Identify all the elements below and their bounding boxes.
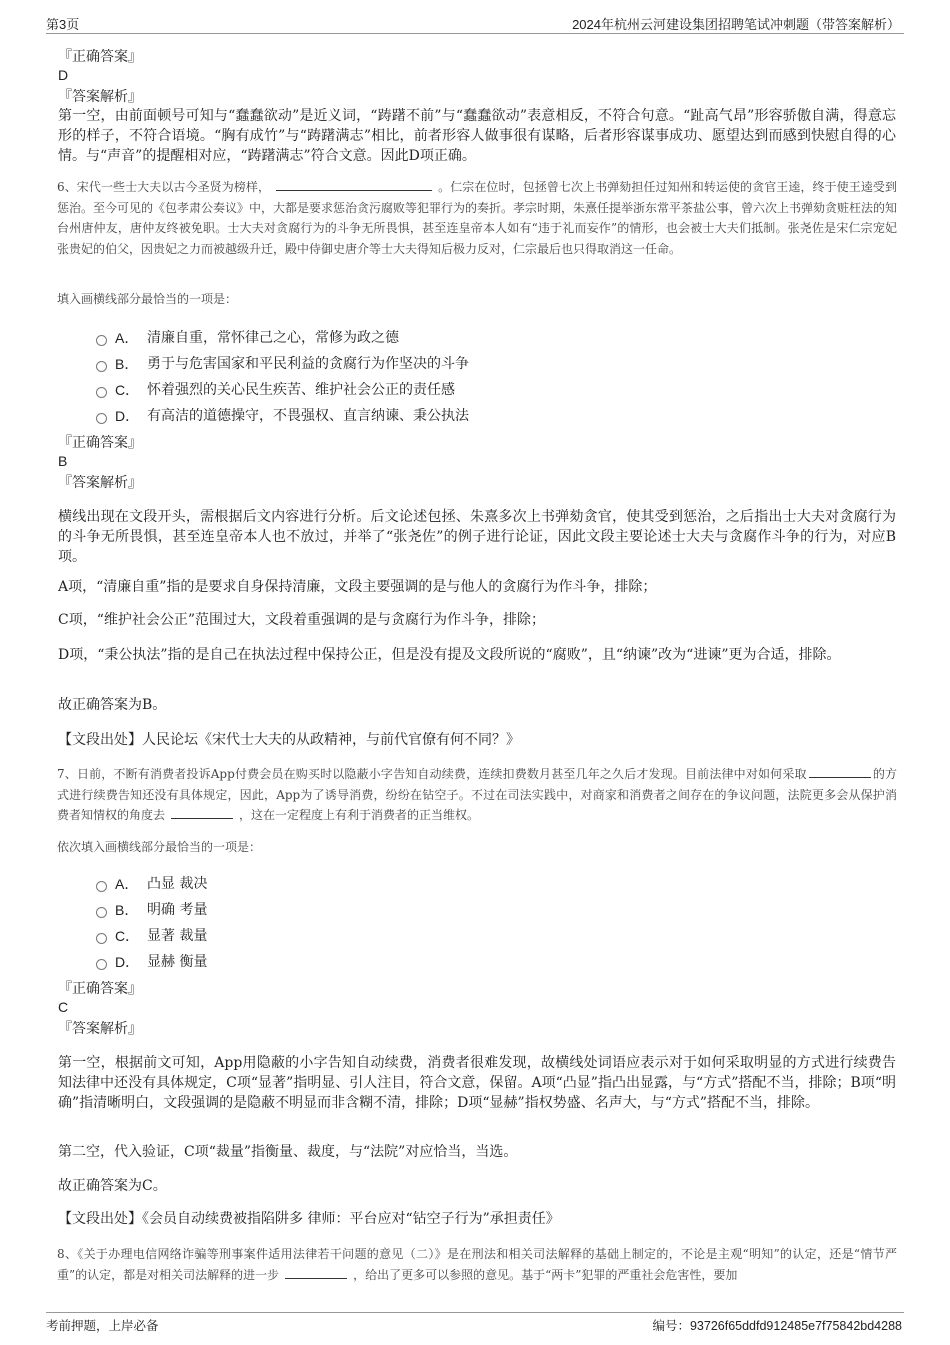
option-letter: C． [115,928,140,944]
q6-answer-tag: 『正确答案』 [58,435,142,451]
q7-option-d[interactable] [96,949,876,975]
q6-source: 【文段出处】人民论坛《宋代士大夫的从政精神，与前代官僚有何不同？》 [58,732,520,748]
footer-slogan: 考前押题，上岸必备 [46,1319,159,1333]
q7-stem-part2: 的方式进行续费告知还没有具体规定，因此，App为了诱导消费，纷纷在钻空子。不过在司法实践中，对商家和消费者之间存在的争议问题，法院更多会从保护消费者知情权的角度去 [57,767,897,822]
q7-answer-tag: 『正确答案』 [58,981,142,997]
q8-blank [285,1265,347,1279]
radio-icon[interactable] [96,907,107,918]
q7-stem-part3: ，这在一定程度上有利于消费者的正当维权。 [239,808,480,822]
option-text: 凸显 裁决 [147,876,208,892]
q5-answer: D [58,67,69,83]
q8-stem-part2: ，给出了更多可以参照的意见。基于“两卡”犯罪的严重社会危害性，要加 [353,1267,738,1282]
radio-icon[interactable] [96,959,107,970]
q6-option-b[interactable] [96,351,876,377]
q7-blank-1 [809,764,871,778]
q7-analysis-tag: 『答案解析』 [58,1021,142,1037]
q6-analysis-tag: 『答案解析』 [58,475,142,491]
q6-analysis-p1: 横线出现在文段开头，需根据后文内容进行分析。后文论述包拯、朱熹多次上书弹劾贪官，使其受到惩治，之后指出士大夫对贪腐行为的斗争无所畏惧，甚至连皇帝本人也不放过，并举了“张尧佐”的例子进行论证，因此文段主要论述士大夫与贪腐作斗争的行为，对应B项。 [58,509,896,565]
q7-prompt: 依次填入画横线部分最恰当的一项是： [57,840,262,854]
q5-answer-tag: 『正确答案』 [58,49,142,65]
option-letter: B． [115,356,139,372]
q5-analysis: 第一空，由前面顿号可知与“蠢蠢欲动”是近义词，“踌躇不前”与“蠢蠢欲动”表意相反，不符合句意。“趾高气昂”形容骄傲自满，得意忘形的样子，不符合语境。“胸有成竹”与“踌躇满志”相比，前者形容人做事很有谋略，后者形容谋事成功、愿望达到而感到快慰自得的心情。与“声音”的提醒相对应，“踌躇满志”符合文意。因此D项正确。 [58,108,896,164]
option-text: 显著 裁量 [147,928,208,944]
document-title: 2024年杭州云河建设集团招聘笔试冲刺题（带答案解析） [572,17,900,32]
page-footer [46,1312,904,1334]
page-number: 第3页 [46,17,80,32]
document-code [652,1316,902,1334]
radio-icon[interactable] [96,361,107,372]
q6-option-c[interactable] [96,377,876,403]
code-value: 93726f65ddfd912485e7f75842bd4288 [689,1319,902,1333]
option-letter: A． [115,330,139,346]
option-letter: A． [115,876,139,892]
q8-stem [57,1244,897,1285]
q7-stem [57,764,897,826]
q6-options [96,325,876,429]
q5-analysis-tag: 『答案解析』 [58,89,142,105]
option-letter: C． [115,382,140,398]
page-header [46,14,904,34]
q7-analysis-p3: 故正确答案为C。 [58,1178,167,1194]
q7-option-a[interactable] [96,871,876,897]
q6-prompt: 填入画横线部分最恰当的一项是： [57,292,238,306]
q8-stem-part1: 8、《关于办理电信网络诈骗等刑事案件适用法律若干问题的意见（二）》是在刑法和相关司法解释的基础上制定的，不论是主观“明知”的认定，还是“情节严重”的认定，都是对相关司法解释的进一步 [57,1247,897,1282]
option-text: 明确 考量 [147,902,208,918]
q6-option-a[interactable] [96,325,876,351]
option-text: 清廉自重，常怀律己之心，常修为政之德 [147,330,399,346]
radio-icon[interactable] [96,881,107,892]
q7-option-c[interactable] [96,923,876,949]
q7-options [96,871,876,975]
option-text: 有高洁的道德操守，不畏强权、直言纳谏、秉公执法 [147,408,469,424]
q6-stem-before: 6、宋代一些士大夫以古今圣贤为榜样， [57,180,271,194]
option-letter: B． [115,902,139,918]
option-letter: D． [115,954,140,970]
q7-option-b[interactable] [96,897,876,923]
q6-analysis-p5: 故正确答案为B。 [58,697,167,713]
code-label: 编号： [652,1319,690,1333]
q7-analysis-p2: 第二空，代入验证，C项“裁量”指衡量、裁度，与“法院”对应恰当，当选。 [58,1144,518,1160]
option-text: 怀着强烈的关心民生疾苦、维护社会公正的责任感 [147,382,455,398]
q7-blank-2 [171,805,233,819]
q6-answer: B [58,453,68,469]
q7-answer: C [58,999,69,1015]
q6-analysis-p3: C项，“维护社会公正”范围过大，文段着重强调的是与贪腐行为作斗争，排除； [58,612,546,628]
q7-source: 【文段出处】《会员自动续费被指陷阱多 律师：平台应对“钻空子行为”承担责任》 [58,1211,560,1227]
option-text: 勇于与危害国家和平民利益的贪腐行为作坚决的斗争 [147,356,469,372]
option-letter: D． [115,408,140,424]
radio-icon[interactable] [96,335,107,346]
q6-option-d[interactable] [96,403,876,429]
q6-analysis-p4: D项，“秉公执法”指的是自己在执法过程中保持公正，但是没有提及文段所说的“腐败”，且“纳谏”改为“进谏”更为合适，排除。 [58,647,841,663]
q6-stem-after: 。仁宗在位时，包拯曾七次上书弹劾担任过知州和转运使的贪官王逵，终于使王逵受到惩治。至今可见的《包孝肃公奏议》中，大都是要求惩治贪污腐败等犯罪行为的奏折。孝宗时期，朱熹任提举浙东常平茶盐公事，曾六次上书弹劾贪赃枉法的知台州唐仲友，唐仲友终被免职。士大夫对贪腐行为的斗争无所畏惧，甚至连皇帝本人如有“违于礼而妄作”的情形，也会被士大夫们抵制。张尧佐是宋仁宗宠妃张贵妃的伯父，因贵妃之力而被越级升迁，殿中侍御史唐介等士大夫得知后极力反对，仁宗最后也只得取消这一任命。 [57,180,898,256]
option-text: 显赫 衡量 [147,954,208,970]
radio-icon[interactable] [96,387,107,398]
radio-icon[interactable] [96,933,107,944]
q7-stem-part1: 7、日前，不断有消费者投诉App付费会员在购买时以隐蔽小字告知自动续费，连续扣费数月甚至几年之久后才发现。目前法律中对如何采取 [57,767,807,781]
q6-stem [57,177,897,259]
q6-analysis-p2: A项，“清廉自重”指的是要求自身保持清廉，文段主要强调的是与他人的贪腐行为作斗争，排除； [58,579,657,595]
radio-icon[interactable] [96,413,107,424]
q7-analysis-p1: 第一空，根据前文可知，App用隐蔽的小字告知自动续费，消费者很难发现，故横线处词语应表示对于如何采取明显的方式进行续费告知法律中还没有具体规定，C项“显著”指明显、引人注目，符合文意，保留。A项“凸显”指凸出显露，与“方式”搭配不当，排除；B项“明确”指清晰明白，文段强调的是隐蔽不明显而非含糊不清，排除；D项“显赫”指权势盛、名声大，与“方式”搭配不当，排除。 [58,1055,896,1111]
q6-blank [276,177,432,191]
